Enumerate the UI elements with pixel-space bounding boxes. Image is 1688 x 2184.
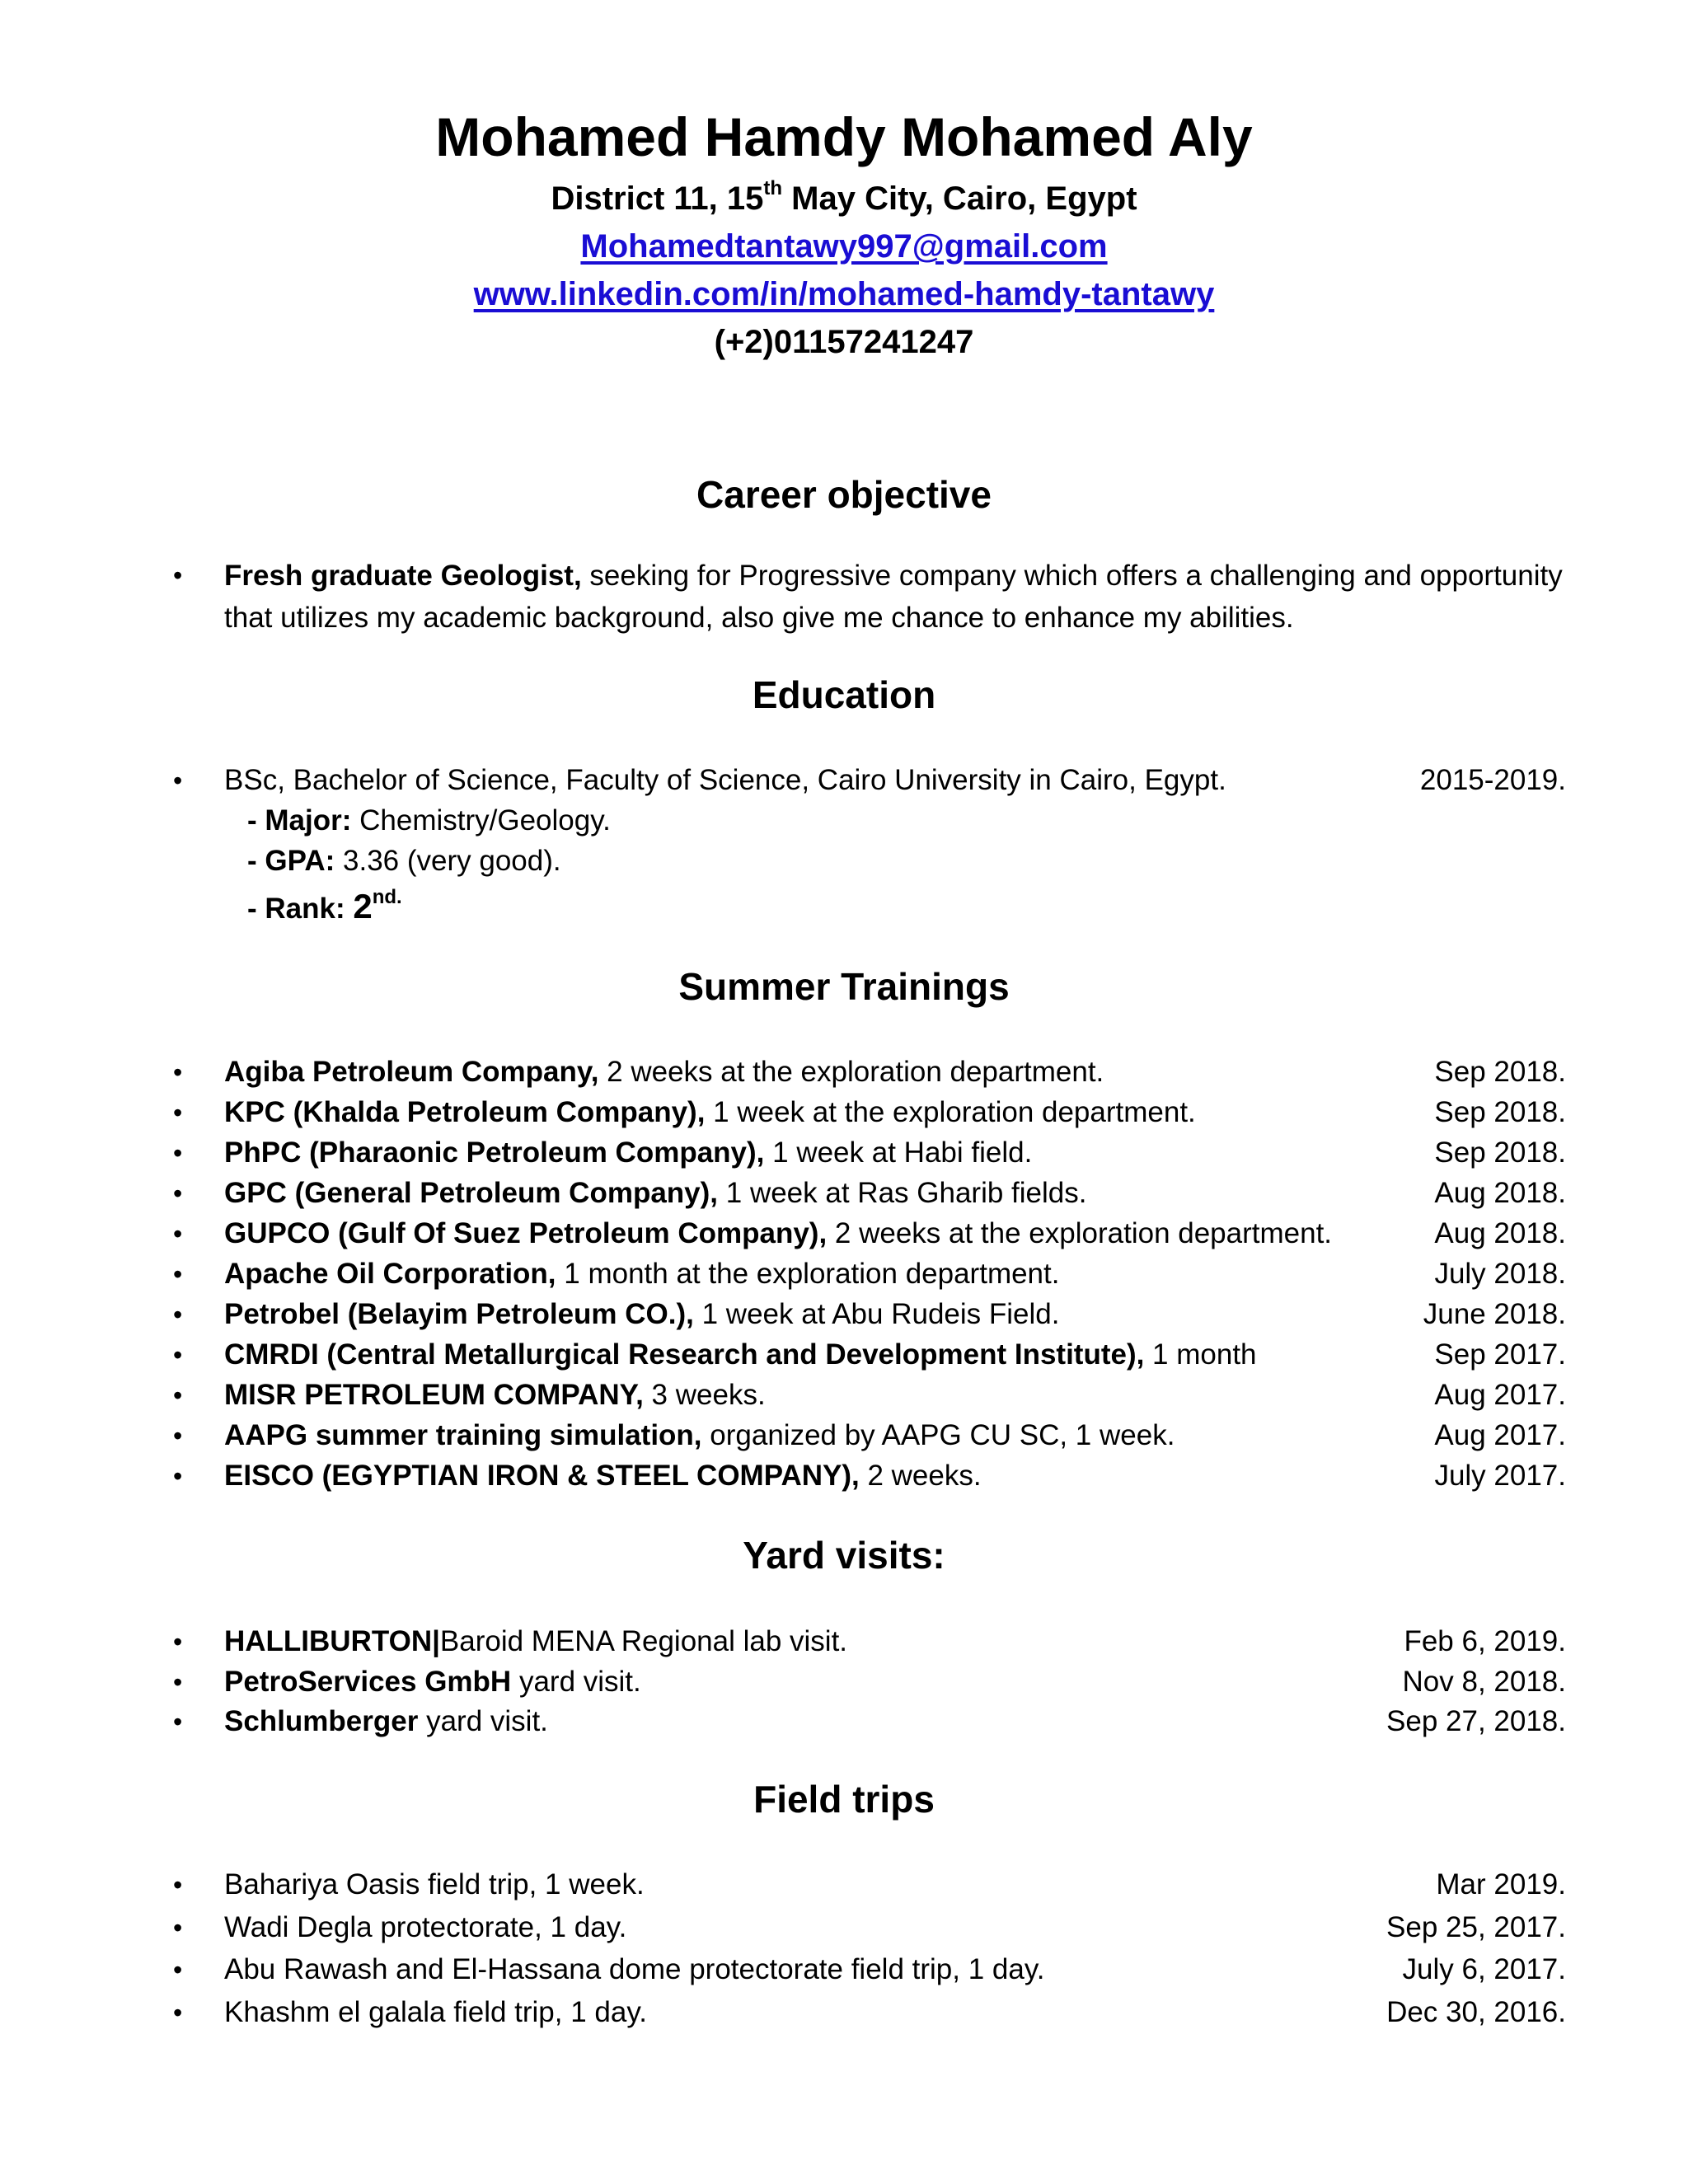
bullet-icon: • [173, 1461, 183, 1491]
bullet-icon: • [173, 1421, 183, 1451]
training-item-text [224, 1052, 1104, 1093]
training-item-detail: 1 week at Ras Gharib fields. [718, 1177, 1087, 1209]
section-title-education: Education [752, 673, 936, 716]
career-objective-item [166, 555, 1584, 639]
training-item-text [224, 1415, 1175, 1456]
yard-visit-item-date: Sep 27, 2018. [1386, 1705, 1566, 1737]
section-title-field: Field trips [753, 1778, 935, 1821]
bullet-icon: • [173, 1179, 183, 1208]
rank-suffix: nd. [372, 886, 402, 908]
major-label: - Major: [247, 804, 352, 837]
section-title-trainings: Summer Trainings [678, 965, 1010, 1008]
training-item-bold: CMRDI (Central Metallurgical Research and Development Institute), [224, 1338, 1145, 1371]
bullet-icon: • [173, 1340, 183, 1370]
address-start: District 11, 15 [551, 180, 764, 217]
yard-visit-item-bold: PetroServices GmbH [224, 1665, 512, 1698]
rank-label: - Rank: [247, 893, 354, 925]
training-item-detail: 1 month at the exploration department. [556, 1258, 1060, 1290]
training-item-detail: 1 week at Abu Rudeis Field. [693, 1298, 1060, 1330]
training-item-bold: GPC (General Petroleum Company), [224, 1177, 719, 1209]
address [0, 175, 1688, 223]
linkedin-line [0, 270, 1688, 318]
training-item-text [224, 1092, 1196, 1133]
section-title-career: Career objective [696, 473, 992, 516]
field-trip-item-date: July 6, 2017. [1402, 1953, 1566, 1985]
training-item-text [224, 1213, 1332, 1254]
bullet-icon: • [173, 1627, 183, 1657]
yard-visit-item-text [224, 1661, 641, 1703]
training-item-detail: 2 weeks at the exploration department. [598, 1056, 1104, 1088]
field-trip-item-detail: Abu Rawash and El-Hassana dome protectorate field trip, 1 day. [224, 1953, 1045, 1985]
career-objective-lead: Fresh graduate Geologist, [224, 560, 582, 592]
training-item-date: Sep 2018. [1434, 1096, 1566, 1128]
training-item-bold: MISR PETROLEUM COMPANY, [224, 1379, 644, 1411]
training-item-text [224, 1294, 1059, 1335]
training-item-text [224, 1254, 1059, 1295]
gpa-label: - GPA: [247, 845, 335, 877]
training-item-date: Aug 2017. [1434, 1379, 1566, 1411]
training-item-bold: Petrobel (Belayim Petroleum CO.), [224, 1298, 694, 1330]
training-item-date: Aug 2018. [1434, 1217, 1566, 1249]
bullet-icon: • [173, 560, 183, 590]
bullet-icon: • [173, 1666, 183, 1697]
field-trip-item-text [224, 1907, 626, 1948]
field-trip-item-text [224, 1992, 647, 2033]
linkedin-link[interactable]: www.linkedin.com/in/mohamed-hamdy-tantawy [473, 276, 1215, 312]
bullet-icon: • [173, 1138, 183, 1168]
training-item-date: Sep 2017. [1434, 1338, 1566, 1371]
email-link[interactable]: Mohamedtantawy997@gmail.com [580, 228, 1108, 265]
field-trip-item-date: Mar 2019. [1436, 1868, 1566, 1900]
training-item-detail: 1 month [1144, 1338, 1257, 1371]
training-item-text [224, 1173, 1086, 1214]
education-gpa [247, 841, 561, 882]
field-trip-item-detail: Wadi Degla protectorate, 1 day. [224, 1910, 627, 1943]
bullet-icon: • [173, 1300, 183, 1329]
yard-visit-item-bold: Schlumberger [224, 1705, 419, 1737]
major-value: Chemistry/Geology. [351, 804, 611, 837]
phone: (+2)01157241247 [714, 324, 974, 360]
field-trip-item-detail: Khashm el galala field trip, 1 day. [224, 1995, 647, 2028]
career-objective-body: seeking for Progressive company which offers a challenging and opportunity that utilizes my academic background, also give me chance to enhance my abilities. [224, 560, 1563, 634]
education-major [247, 800, 611, 841]
resume-header [0, 99, 1688, 366]
address-ordinal: th [763, 176, 783, 199]
training-item-detail: 1 week at the exploration department. [705, 1096, 1196, 1128]
education-date: 2015-2019. [1419, 764, 1566, 796]
training-item-detail: 3 weeks. [643, 1379, 766, 1411]
bullet-icon: • [173, 1098, 183, 1127]
training-item-text [224, 1375, 766, 1416]
yard-visit-item-text [224, 1701, 548, 1742]
training-item-bold: GUPCO (Gulf Of Suez Petroleum Company), [224, 1217, 828, 1249]
training-item-text [224, 1132, 1032, 1174]
section-title-yard: Yard visits: [743, 1534, 945, 1577]
education-rank [247, 886, 402, 933]
bullet-icon: • [173, 1955, 183, 1985]
training-item-date: Sep 2018. [1434, 1137, 1566, 1169]
address-end: May City, Cairo, Egypt [782, 180, 1137, 217]
training-item-date: Sep 2018. [1434, 1056, 1566, 1088]
training-item-date: Aug 2017. [1434, 1419, 1566, 1451]
training-item-date: Aug 2018. [1434, 1177, 1566, 1209]
bullet-icon: • [173, 1870, 183, 1900]
training-item-bold: Apache Oil Corporation, [224, 1258, 556, 1290]
yard-visit-item-detail: yard visit. [511, 1665, 641, 1698]
yard-visit-item-date: Feb 6, 2019. [1404, 1625, 1566, 1657]
full-name: Mohamed Hamdy Mohamed Aly [435, 106, 1253, 167]
training-item-date: July 2017. [1434, 1460, 1566, 1492]
yard-visit-item-detail: Baroid MENA Regional lab visit. [439, 1625, 848, 1657]
yard-visit-item-text [224, 1621, 847, 1662]
bullet-icon: • [173, 1380, 183, 1410]
email-line [0, 223, 1688, 270]
field-trip-item-detail: Bahariya Oasis field trip, 1 week. [224, 1868, 645, 1900]
training-item-bold: PhPC (Pharaonic Petroleum Company), [224, 1137, 765, 1169]
training-item-date: July 2018. [1434, 1258, 1566, 1290]
bullet-icon: • [173, 1997, 183, 2027]
yard-visit-item-date: Nov 8, 2018. [1402, 1665, 1566, 1698]
bullet-icon: • [173, 1057, 183, 1087]
training-item-text [224, 1334, 1257, 1376]
yard-visit-item-detail: yard visit. [418, 1705, 548, 1737]
yard-visit-item-bold: HALLIBURTON| [224, 1625, 440, 1657]
bullet-icon: • [173, 1259, 183, 1289]
training-item-date: June 2018. [1423, 1298, 1566, 1330]
training-item-detail: 2 weeks. [859, 1460, 982, 1492]
bullet-icon: • [173, 1912, 183, 1943]
training-item-detail: 1 week at Habi field. [764, 1137, 1033, 1169]
field-trip-item-date: Sep 25, 2017. [1386, 1910, 1566, 1943]
field-trip-item-text [224, 1864, 645, 1905]
career-objective-text [166, 555, 1584, 639]
training-item-detail: organized by AAPG CU SC, 1 week. [701, 1419, 1175, 1451]
training-item-detail: 2 weeks at the exploration department. [827, 1217, 1333, 1249]
rank-value: 2 [353, 887, 373, 926]
gpa-value: 3.36 (very good). [335, 845, 561, 877]
bullet-icon: • [173, 1219, 183, 1249]
bullet-icon: • [173, 1707, 183, 1736]
bullet-icon: • [173, 766, 183, 795]
training-item-bold: AAPG summer training simulation, [224, 1419, 702, 1451]
field-trip-item-text [224, 1949, 1044, 1990]
training-item-bold: Agiba Petroleum Company, [224, 1056, 599, 1088]
training-item-text [224, 1455, 982, 1497]
field-trip-item-date: Dec 30, 2016. [1386, 1995, 1566, 2028]
training-item-bold: KPC (Khalda Petroleum Company), [224, 1096, 706, 1128]
education-degree: BSc, Bachelor of Science, Faculty of Science, Cairo University in Cairo, Egypt. [224, 764, 1226, 796]
training-item-bold: EISCO (EGYPTIAN IRON & STEEL COMPANY), [224, 1460, 860, 1492]
